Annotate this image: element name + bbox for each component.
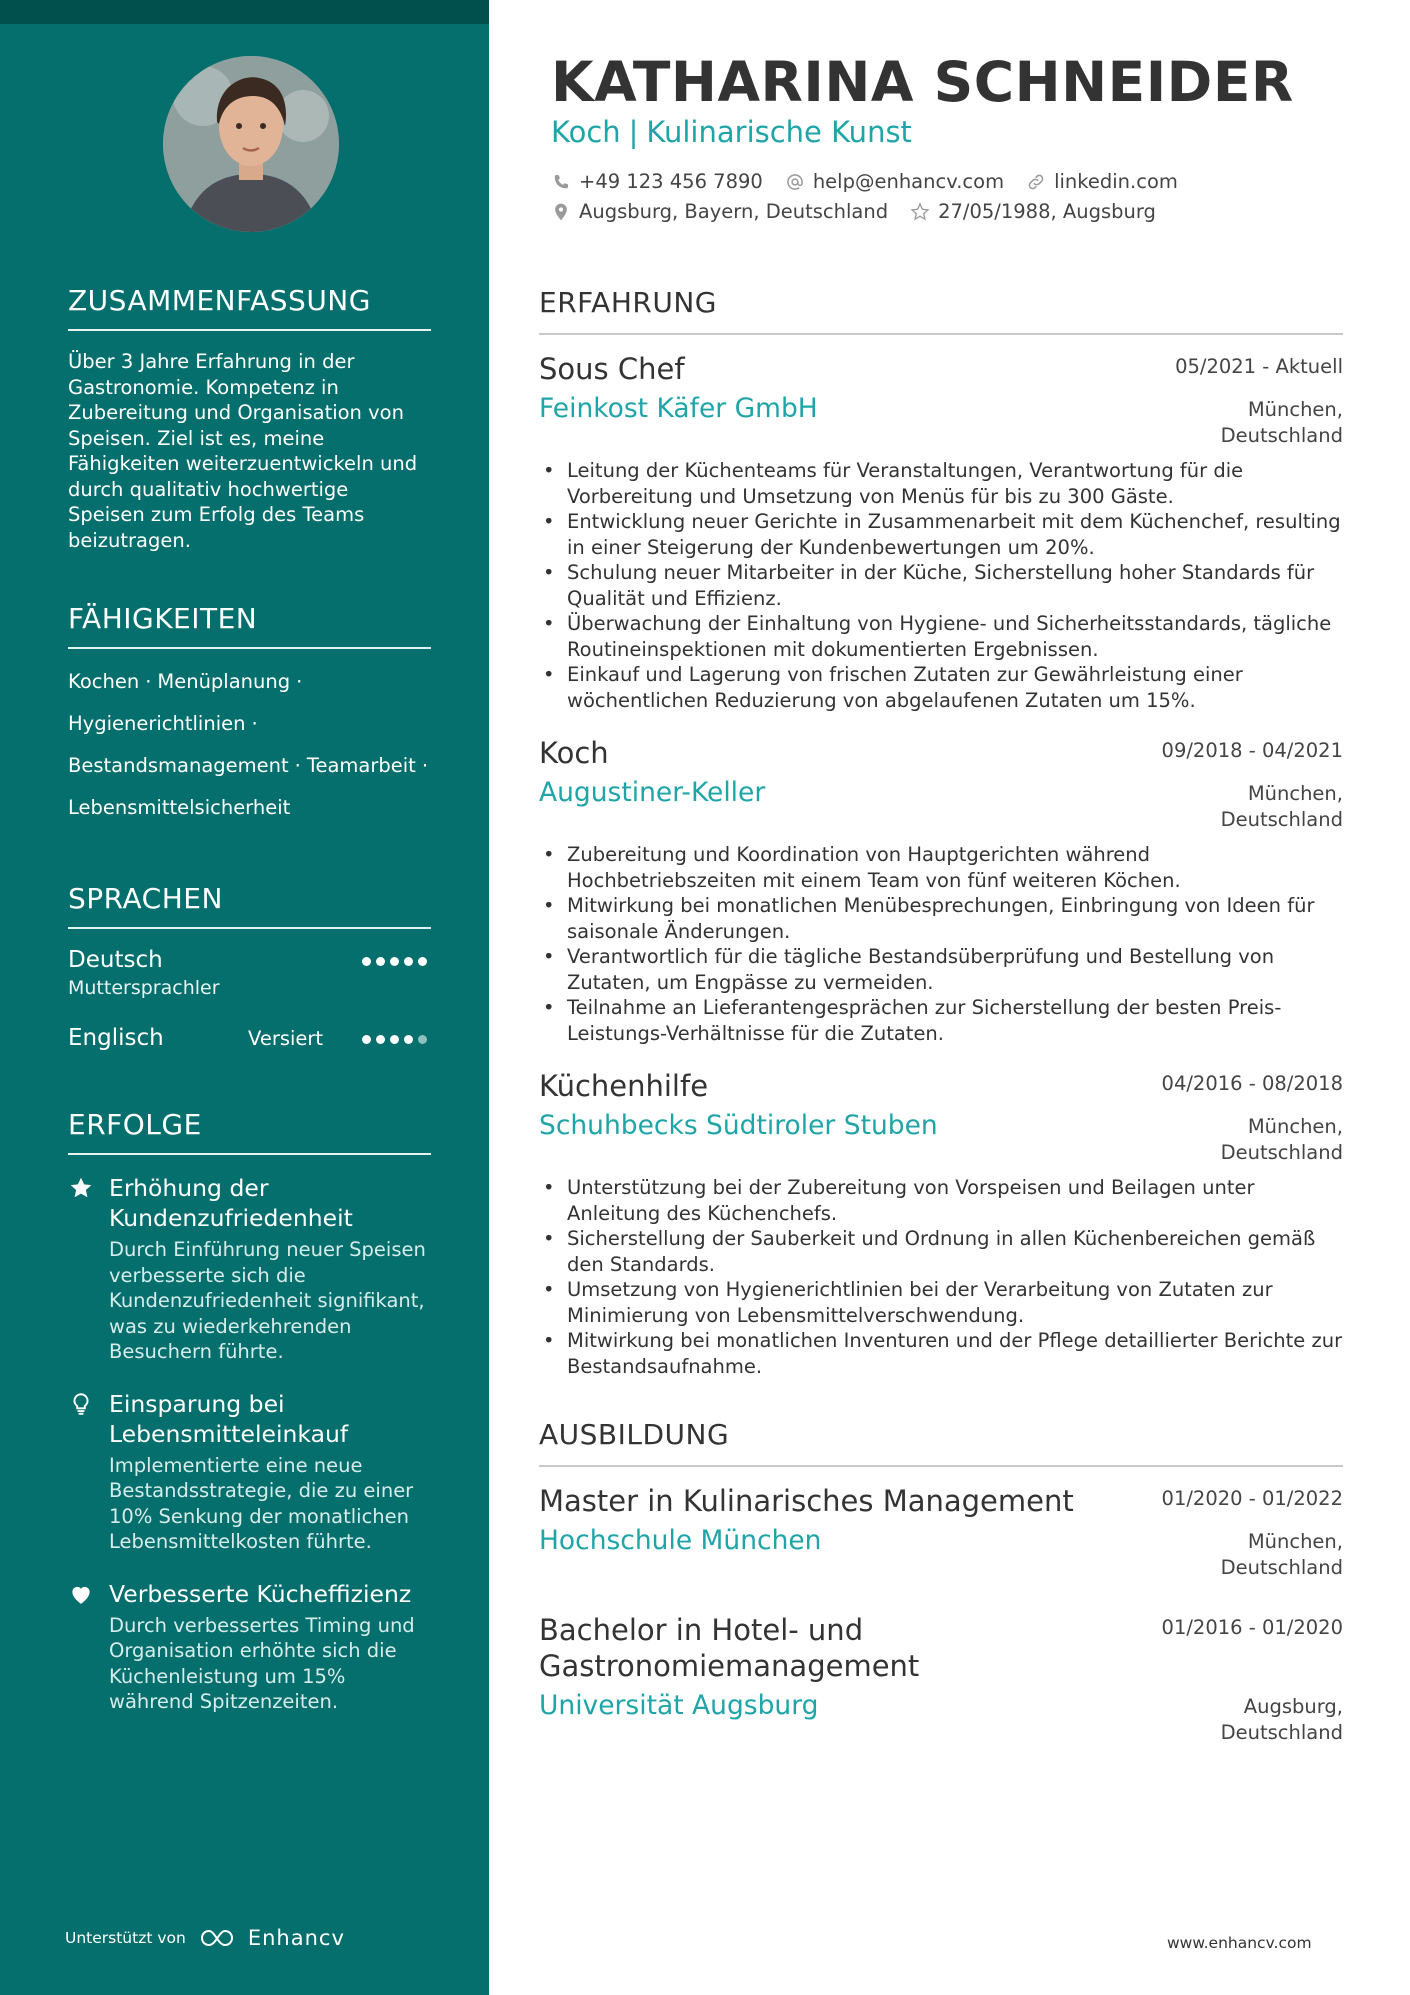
bullet: • Überwachung der Einhaltung von Hygiene- und Sicherheitsstandards, tägliche Routineinspektionen mit dokumentierten Ergebnissen. xyxy=(539,611,1343,662)
bullet: • Sicherstellung der Sauberkeit und Ordnung in allen Küchenbereichen gemäß den Standards. xyxy=(539,1226,1343,1277)
bullet: • Mitwirkung bei monatlichen Inventuren und der Pflege detaillierter Berichte zur Bestandsaufnahme. xyxy=(539,1328,1343,1379)
rating-dot xyxy=(362,1035,371,1044)
achievements-section xyxy=(68,1108,431,1739)
bullet: • Unterstützung bei der Zubereitung von Vorspeisen und Beilagen unter Anleitung des Küchenchefs. xyxy=(539,1175,1343,1226)
bullet: • Verantwortlich für die tägliche Bestandsüberprüfung und Bestellung von Zutaten, um Engpässe zu vermeiden. xyxy=(539,944,1343,995)
location-text: Augsburg, Bayern, Deutschland xyxy=(579,200,889,223)
bullet: • Zubereitung und Koordination von Hauptgerichten während Hochbetriebszeiten mit einem Team von fünf weiteren Köchen. xyxy=(539,842,1343,893)
rating-dot xyxy=(404,957,413,966)
language-level: Muttersprachler xyxy=(68,977,220,999)
skill-item: Kochen xyxy=(68,670,140,693)
summary-heading: ZUSAMMENFASSUNG xyxy=(68,284,431,331)
job-bullets xyxy=(539,458,1343,713)
bullet: • Schulung neuer Mitarbeiter in der Küche, Sicherstellung hoher Standards für Qualität und Effizienz. xyxy=(539,560,1343,611)
phone[interactable] xyxy=(551,170,763,193)
skill-item: Bestandsmanagement xyxy=(68,754,289,777)
degree-dates: 01/2020 - 01/2022 xyxy=(1161,1487,1343,1510)
achievement-title: Einsparung bei Lebensmitteleinkauf xyxy=(109,1389,349,1448)
role-title: Koch xyxy=(551,115,621,149)
education-entry xyxy=(539,1483,1343,1579)
summary-section xyxy=(68,284,431,553)
experience-entry xyxy=(539,735,1343,1046)
institution: Hochschule München xyxy=(539,1525,822,1556)
education-heading: AUSBILDUNG xyxy=(539,1418,1343,1467)
rating-dot xyxy=(418,957,427,966)
sidebar xyxy=(0,0,489,1995)
rating-dot xyxy=(362,957,371,966)
job-dates: 04/2016 - 08/2018 xyxy=(1161,1072,1343,1095)
avatar xyxy=(163,56,339,232)
linkedin-text: linkedin.com xyxy=(1054,170,1178,193)
brand-name: Enhancv xyxy=(247,1926,345,1950)
rating-dot xyxy=(418,1035,427,1044)
experience-entry xyxy=(539,1068,1343,1379)
employer: Feinkost Käfer GmbH xyxy=(539,393,818,424)
job-bullets xyxy=(539,1175,1343,1379)
achievement-item xyxy=(68,1579,431,1715)
language-row xyxy=(68,947,431,1025)
candidate-role xyxy=(551,115,912,149)
job-location: München, Deutschland xyxy=(1220,782,1343,831)
education-entry xyxy=(539,1612,1343,1744)
email[interactable] xyxy=(785,170,1004,193)
experience-heading: ERFAHRUNG xyxy=(539,286,1343,335)
location xyxy=(551,200,888,223)
job-dates: 09/2018 - 04/2021 xyxy=(1161,739,1343,762)
heart-icon xyxy=(68,1581,94,1607)
degree-title: Bachelor in Hotel- und Gastronomiemanagement xyxy=(539,1613,920,1683)
job-title: Koch xyxy=(539,736,609,770)
bullet: • Leitung der Küchenteams für Veranstaltungen, Verantwortung für die Vorbereitung und Umsetzung von Menüs für bis zu 300 Gäste. xyxy=(539,458,1343,509)
language-level: Versiert xyxy=(248,1027,324,1050)
skills-list: Kochen · Menüplanung · Hygienerichtlinien · Bestandsmanagement · Teamarbeit · Lebensmittelsicherheit xyxy=(68,670,429,819)
location-pin-icon xyxy=(551,202,571,222)
employer: Schuhbecks Südtiroler Stuben xyxy=(539,1110,938,1141)
role-separator: | xyxy=(628,115,639,149)
bullet: • Umsetzung von Hygienerichtlinien bei der Verarbeitung von Zutaten zur Minimierung von Lebensmittelverschwendung. xyxy=(539,1277,1343,1328)
achievement-description: Durch Einführung neuer Speisen verbesserte sich die Kundenzufriedenheit signifikant, was zu wiederkehrenden Besuchern führte. xyxy=(109,1238,426,1363)
skills-heading: FÄHIGKEITEN xyxy=(68,602,431,649)
skill-item: Hygienerichtlinien xyxy=(68,712,246,735)
achievement-title: Erhöhung der Kundenzufriedenheit xyxy=(109,1174,353,1232)
achievements-heading: ERFOLGE xyxy=(68,1108,431,1155)
achievement-description: Durch verbessertes Timing und Organisation erhöhte sich die Küchenleistung um 15% während Spitzenzeiten. xyxy=(109,1613,415,1713)
institution: Universität Augsburg xyxy=(539,1690,819,1721)
job-title: Sous Chef xyxy=(539,352,685,386)
birth xyxy=(910,200,1156,223)
rating-dot xyxy=(390,957,399,966)
enhancv-logo[interactable] xyxy=(198,1926,345,1950)
phone-icon xyxy=(551,172,571,192)
rating-dot xyxy=(376,1035,385,1044)
bullet: • Teilnahme an Lieferantengesprächen zur Sicherstellung der besten Preis-Leistungs-Verhältnisse für die Zutaten. xyxy=(539,995,1343,1046)
footer-website[interactable]: www.enhancv.com xyxy=(1167,1934,1312,1952)
rating-dot xyxy=(376,957,385,966)
language-name: Deutsch xyxy=(68,947,163,973)
achievement-item xyxy=(68,1173,431,1365)
achievement-title: Verbesserte Kücheffizienz xyxy=(109,1579,412,1608)
job-bullets xyxy=(539,842,1343,1046)
language-rating xyxy=(362,1035,427,1044)
birth-text: 27/05/1988, Augsburg xyxy=(938,200,1156,223)
languages-section xyxy=(68,882,431,1085)
candidate-name: KATHARINA SCHNEIDER xyxy=(551,50,1294,114)
powered-by-text: Unterstützt von xyxy=(65,1929,186,1947)
star-icon xyxy=(68,1175,94,1201)
degree-title: Master in Kulinarisches Management xyxy=(539,1484,1074,1518)
education-section xyxy=(539,1418,1343,1744)
language-row xyxy=(68,1025,431,1085)
rating-dot xyxy=(404,1035,413,1044)
rating-dot xyxy=(390,1035,399,1044)
email-text: help@enhancv.com xyxy=(812,170,1005,193)
job-title: Küchenhilfe xyxy=(539,1069,709,1103)
enhancv-logo-icon xyxy=(198,1927,242,1949)
skill-item: Teamarbeit xyxy=(306,754,416,777)
job-dates: 05/2021 - Aktuell xyxy=(1175,355,1343,378)
star-outline-icon xyxy=(910,202,930,222)
link-icon xyxy=(1026,172,1046,192)
skill-item: Lebensmittelsicherheit xyxy=(68,796,291,819)
experience-section xyxy=(539,286,1343,1379)
role-subtitle: Kulinarische Kunst xyxy=(646,115,912,149)
employer: Augustiner-Keller xyxy=(539,777,766,808)
avatar-portrait-icon xyxy=(163,56,339,232)
lightbulb-icon xyxy=(68,1391,94,1417)
job-location: München, Deutschland xyxy=(1220,1115,1343,1164)
powered-by xyxy=(65,1926,345,1950)
language-rating xyxy=(362,957,427,966)
job-location: München, Deutschland xyxy=(1220,398,1343,447)
summary-text: Über 3 Jahre Erfahrung in der Gastronomie. Kompetenz in Zubereitung und Organisation von Speisen. Ziel ist es, meine Fähigkeiten weiterzuentwickeln und durch qualitativ hochwertige Speisen zum Erfolg des Teams beizutragen. xyxy=(68,350,418,552)
linkedin[interactable] xyxy=(1026,170,1178,193)
experience-entry xyxy=(539,351,1343,713)
contact-row xyxy=(551,200,1156,223)
phone-text: +49 123 456 7890 xyxy=(579,170,763,193)
degree-dates: 01/2016 - 01/2020 xyxy=(1161,1616,1343,1639)
skills-section xyxy=(68,602,431,829)
contact-row xyxy=(551,170,1178,193)
bullet: • Entwicklung neuer Gerichte in Zusammenarbeit mit dem Küchenchef, resulting in einer Steigerung der Kundenbewertungen um 20%. xyxy=(539,509,1343,560)
achievement-description: Implementierte eine neue Bestandsstrategie, die zu einer 10% Senkung der monatlichen Lebensmittelkosten führte. xyxy=(109,1453,414,1553)
sidebar-top-bar xyxy=(0,0,489,24)
at-icon xyxy=(785,172,805,192)
achievement-item xyxy=(68,1389,431,1555)
language-name: Englisch xyxy=(68,1025,164,1051)
education-location: Augsburg, Deutschland xyxy=(1220,1695,1343,1744)
bullet: • Einkauf und Lagerung von frischen Zutaten zur Gewährleistung einer wöchentlichen Reduzierung von abgelaufenen Zutaten um 15%. xyxy=(539,662,1343,713)
education-location: München, Deutschland xyxy=(1220,1530,1343,1579)
skill-item: Menüplanung xyxy=(157,670,291,693)
languages-heading: SPRACHEN xyxy=(68,882,431,929)
bullet: • Mitwirkung bei monatlichen Menübesprechungen, Einbringung von Ideen für saisonale Änderungen. xyxy=(539,893,1343,944)
